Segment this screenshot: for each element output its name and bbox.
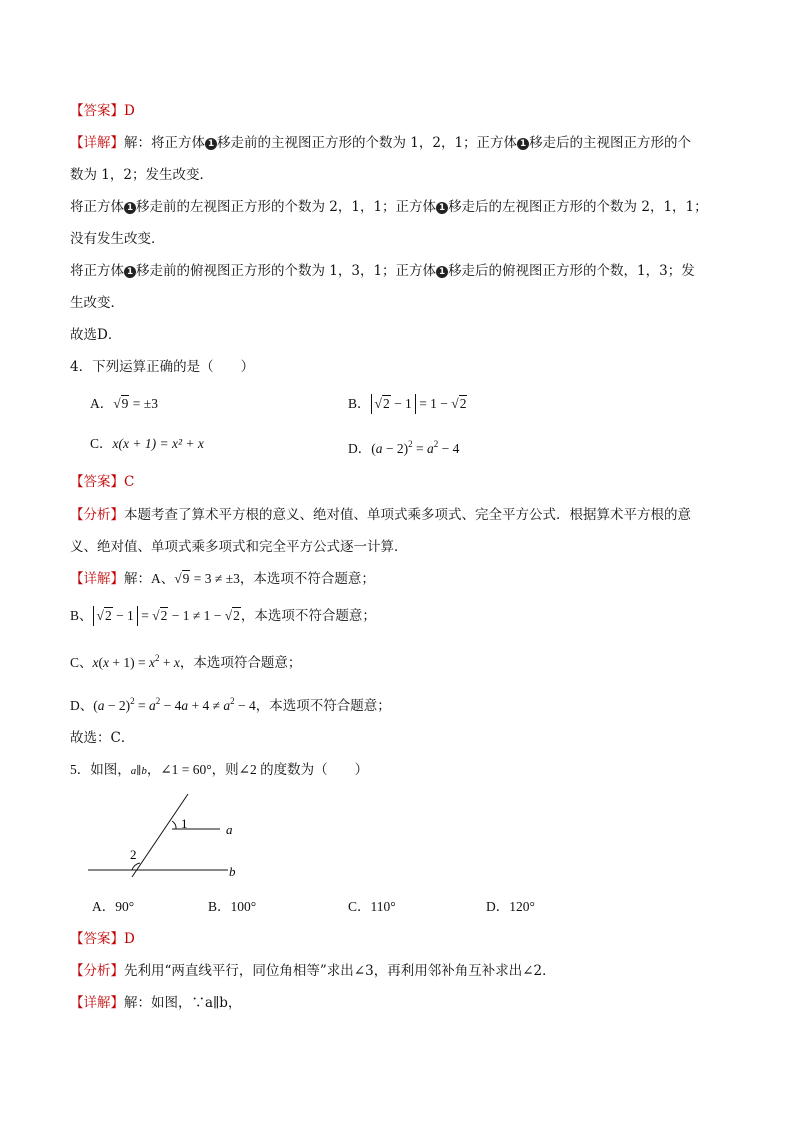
- q4-detail-c-pre: C、: [70, 655, 93, 670]
- q3-detail-line-6: [70, 293, 124, 313]
- q3-detail-3c: 生改变．: [70, 295, 124, 311]
- q4-answer: C: [124, 474, 135, 490]
- detail-tag: 【详解】: [70, 571, 124, 586]
- q5-stem-ab: a∥b: [130, 765, 147, 777]
- q3-detail-1b: 移走后的主视图正方形的个: [529, 135, 692, 151]
- q4-stem: 4．下列运算正确的是（ ）: [70, 359, 255, 375]
- circled-one-icon: 1: [124, 202, 136, 214]
- q5-answer: D: [124, 931, 135, 947]
- q3-detail-1a: 移走前的主视图正方形的个数为 1，2，1；正方体: [217, 135, 518, 151]
- q5-stem: [70, 760, 368, 781]
- q4-option-c: [90, 434, 204, 454]
- q4-detail-a-post: ，本选项不符合题意；: [239, 571, 375, 586]
- q4-detail-b-pre: B、: [70, 608, 93, 623]
- q4-option-a-math: = ±3: [132, 396, 158, 411]
- q4-detail-c-post: ，本选项符合题意；: [179, 655, 302, 670]
- circled-one-icon: 1: [205, 138, 217, 150]
- q5-detail: 解：如图，∵a∥b，: [124, 995, 242, 1011]
- parallel-lines-figure: [85, 790, 265, 890]
- angle-1-arc: [172, 821, 176, 829]
- q3-detail-line-4: [70, 229, 165, 249]
- analysis-tag: 【分析】: [70, 507, 124, 523]
- q3-answer-line: [70, 101, 135, 121]
- q4-detail-d-post: ，本选项不符合题意；: [255, 698, 391, 713]
- q4-detail-d: D、$(a - 2)^2 = a^2 - 4a + 4 \ne a^2 - 4$，本选项不符合题意；: [70, 696, 391, 713]
- label-1: 1: [181, 816, 188, 831]
- circled-one-icon: 1: [517, 138, 529, 150]
- q3-detail-2a: 移走前的左视图正方形的个数为 2，1，1；正方体: [136, 199, 437, 215]
- answer-tag: 【答案】: [70, 103, 124, 119]
- q4-option-d-label: D．: [348, 441, 372, 456]
- q3-detail-2-pre: 将正方体: [70, 199, 124, 215]
- q3-detail-1c: 数为 1，2；发生改变．: [70, 167, 213, 183]
- label-b: b: [229, 864, 236, 879]
- circled-one-icon: 1: [436, 202, 448, 214]
- q5-option-a: A．90°: [92, 899, 135, 914]
- q4-answer-line: [70, 472, 134, 492]
- q5-option-b: B．100°: [208, 899, 257, 914]
- circled-one-icon: 1: [436, 266, 448, 278]
- label-2: 2: [130, 847, 137, 862]
- q4-conclusion: 故选：C．: [70, 730, 135, 746]
- q4-analysis-line-1: [70, 505, 691, 525]
- q4-option-b: B． √2 − 1 = 1 − √2: [348, 394, 467, 414]
- q4-analysis-1: 本题考查了算术平方根的意义、绝对值、单项式乘多项式、完全平方公式．根据算术平方根的意: [124, 507, 691, 523]
- q5-option-d: D．120°: [486, 899, 535, 914]
- detail-tag: 【详解】: [70, 995, 124, 1011]
- q5-analysis-line: [70, 961, 556, 981]
- q5-detail-line: [70, 993, 241, 1013]
- q4-detail-c: C、$x(x + 1) = x^2 + x$，本选项符合题意；: [70, 653, 302, 670]
- q5-analysis: 先利用“两直线平行，同位角相等”求出∠3，再利用邻补角互补求出∠2．: [124, 963, 556, 979]
- circled-one-icon: 1: [124, 266, 136, 278]
- q3-detail-line-3: [70, 197, 708, 217]
- q4-option-d: D．$(a - 2)^2 = a^2 - 4$: [348, 439, 460, 456]
- q4-detail-b: B、 √2 − 1 = √2 − 1 ≠ 1 − √2，本选项不符合题意；: [70, 606, 376, 626]
- analysis-tag: 【分析】: [70, 963, 124, 979]
- label-a: a: [226, 822, 233, 837]
- q3-conclusion: 故选D．: [70, 327, 122, 343]
- q3-detail-intro: 解：将正方体: [124, 135, 205, 151]
- q4-option-b-label: B．: [348, 396, 371, 411]
- q3-detail-3a: 移走前的俯视图正方形的个数为 1，3，1；正方体: [136, 263, 437, 279]
- answer-tag: 【答案】: [70, 474, 124, 490]
- q4-option-c-math: x(x + 1) = x² + x: [112, 436, 204, 451]
- q4-detail-b-post: ，本选项不符合题意；: [240, 608, 376, 623]
- q3-detail-2c: 没有发生改变．: [70, 231, 165, 247]
- detail-tag: 【详解】: [70, 135, 124, 151]
- q3-detail-2b: 移走后的左视图正方形的个数为 2，1，1；: [448, 199, 708, 215]
- q4-option-a-label: A．: [90, 396, 114, 411]
- answer-tag: 【答案】: [70, 931, 124, 947]
- q3-detail-3-pre: 将正方体: [70, 263, 124, 279]
- q4-detail-d-pre: D、: [70, 698, 94, 713]
- q4-option-c-label: C．: [90, 436, 113, 451]
- q4-analysis-line-2: 义、绝对值、单项式乘多项式和完全平方公式逐一计算．: [70, 539, 408, 555]
- q5-option-c: C．110°: [348, 899, 396, 914]
- q3-detail-line-1: [70, 133, 691, 153]
- q3-detail-3b: 移走后的俯视图正方形的个数，1，3；发: [448, 263, 695, 279]
- q3-answer: D: [124, 103, 135, 119]
- q4-option-a: A．√9 = ±3: [90, 396, 158, 411]
- q4-detail-a-pre: 解：A、: [124, 571, 175, 586]
- q5-stem-pre: 5．如图，: [70, 762, 131, 777]
- q4-detail-a: 【详解】解：A、√9 = 3 ≠ ±3，本选项不符合题意；: [70, 571, 375, 586]
- transversal-line: [132, 794, 188, 877]
- q5-answer-line: [70, 929, 135, 949]
- q3-detail-line-5: [70, 261, 695, 281]
- q4-detail-a-math: = 3 ≠ ±3: [193, 571, 240, 586]
- q3-detail-line-2: [70, 165, 213, 185]
- q5-stem-mid: ，∠1 = 60°，则∠2 的度数为（ ）: [146, 762, 369, 777]
